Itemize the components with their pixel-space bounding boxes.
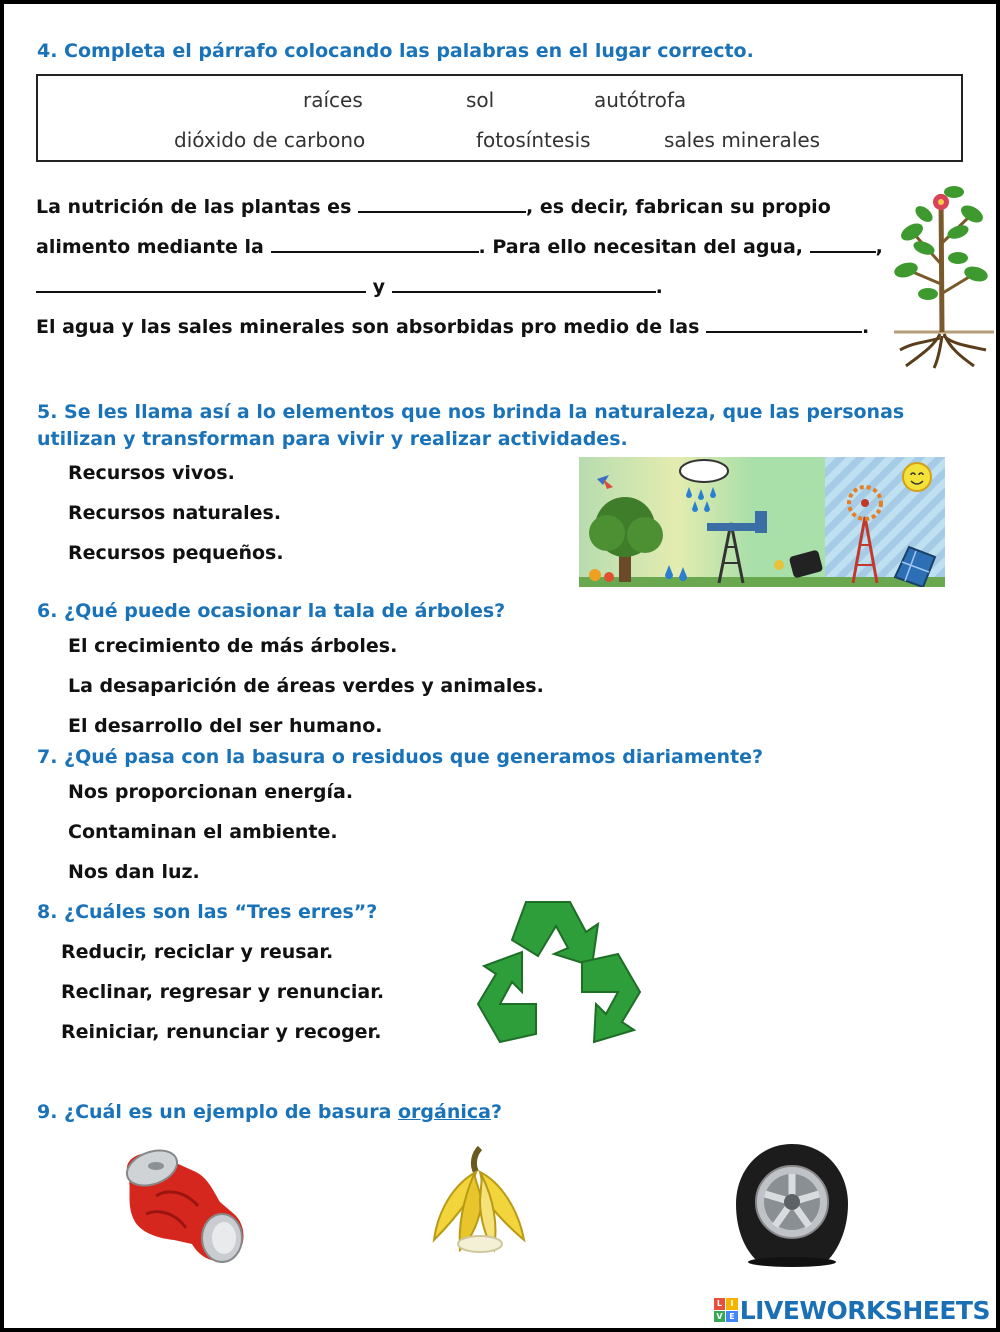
blank-5[interactable] — [392, 275, 656, 293]
q5-option-2[interactable]: Recursos naturales. — [68, 502, 282, 524]
q9-title-end: ? — [490, 1101, 502, 1123]
q4-line3-text-a: y — [372, 276, 386, 298]
q4-title: 4. Completa el párrafo colocando las palabras en el lugar correcto. — [37, 40, 754, 62]
logo-letter-i: I — [726, 1298, 738, 1310]
q9-title — [37, 1101, 502, 1123]
q7-title: 7. ¿Qué pasa con la basura o residuos que generamos diariamente? — [37, 746, 764, 768]
blank-6[interactable] — [706, 315, 862, 333]
liveworksheets-logo[interactable] — [714, 1296, 990, 1324]
crushed-can-image[interactable] — [116, 1144, 252, 1266]
q4-line1-text-b: , es decir, fabrican su propio — [526, 196, 831, 218]
logo-letter-l: L — [714, 1298, 726, 1310]
q5-option-1[interactable]: Recursos vivos. — [68, 462, 235, 484]
q6-option-1[interactable]: El crecimiento de más árboles. — [68, 635, 398, 657]
q4-line3 — [36, 275, 663, 298]
q4-line2-text-b: . Para ello necesitan del agua, — [478, 236, 803, 258]
q4-line2-text-c: , — [875, 236, 883, 258]
liveworksheets-text: LIVEWORKSHEETS — [739, 1295, 990, 1325]
q6-option-3[interactable]: El desarrollo del ser humano. — [68, 715, 383, 737]
word-raices[interactable]: raíces — [303, 88, 363, 112]
word-autotrofa[interactable]: autótrofa — [594, 88, 687, 112]
natural-resources-image — [579, 457, 945, 587]
q9-title-underlined: orgánica — [398, 1101, 491, 1123]
q5-option-3[interactable]: Recursos pequeños. — [68, 542, 284, 564]
blank-4[interactable] — [36, 275, 366, 293]
flat-tire-image[interactable] — [732, 1140, 852, 1268]
banana-peel-image[interactable] — [424, 1144, 534, 1256]
q4-line4-text-b: . — [862, 316, 870, 338]
word-sales[interactable]: sales minerales — [664, 128, 821, 152]
q4-line3-text-b: . — [655, 276, 663, 298]
q4-line2-text-a: alimento mediante la — [36, 236, 264, 258]
q7-option-2[interactable]: Contaminan el ambiente. — [68, 821, 338, 843]
q6-title: 6. ¿Qué puede ocasionar la tala de árboles? — [37, 600, 506, 622]
q8-option-3[interactable]: Reiniciar, renunciar y recoger. — [61, 1021, 382, 1043]
q4-line2 — [36, 235, 883, 258]
q8-option-2[interactable]: Reclinar, regresar y renunciar. — [61, 981, 385, 1003]
q4-line4 — [36, 315, 869, 338]
word-sol[interactable]: sol — [466, 88, 495, 112]
q7-option-3[interactable]: Nos dan luz. — [68, 861, 200, 883]
q4-line4-text-a: El agua y las sales minerales son absorbidas pro medio de las — [36, 316, 700, 338]
logo-letter-v: V — [714, 1311, 726, 1323]
q7-option-1[interactable]: Nos proporcionan energía. — [68, 781, 354, 803]
blank-3[interactable] — [810, 235, 876, 253]
logo-letter-e: E — [726, 1311, 738, 1323]
recycle-icon — [474, 892, 652, 1060]
word-fotosintesis[interactable]: fotosíntesis — [476, 128, 591, 152]
blank-1[interactable] — [358, 195, 526, 213]
q9-title-text: 9. ¿Cuál es un ejemplo de basura — [37, 1101, 398, 1123]
q8-title: 8. ¿Cuáles son las “Tres erres”? — [37, 901, 378, 923]
plant-with-roots-image — [894, 174, 994, 370]
q5-title: 5. Se les llama así a lo elementos que nos brinda la naturaleza, que las personas utilizan y transforman para vivir y realizar actividades. — [37, 401, 905, 450]
liveworksheets-logo-icon — [714, 1298, 738, 1322]
q8-option-1[interactable]: Reducir, reciclar y reusar. — [61, 941, 334, 963]
worksheet-page — [4, 4, 996, 1328]
q4-line1 — [36, 195, 831, 218]
q4-line1-text-a: La nutrición de las plantas es — [36, 196, 352, 218]
word-dioxido[interactable]: dióxido de carbono — [174, 128, 366, 152]
word-bank — [36, 74, 963, 162]
blank-2[interactable] — [271, 235, 479, 253]
q6-option-2[interactable]: La desaparición de áreas verdes y animales. — [68, 675, 544, 697]
